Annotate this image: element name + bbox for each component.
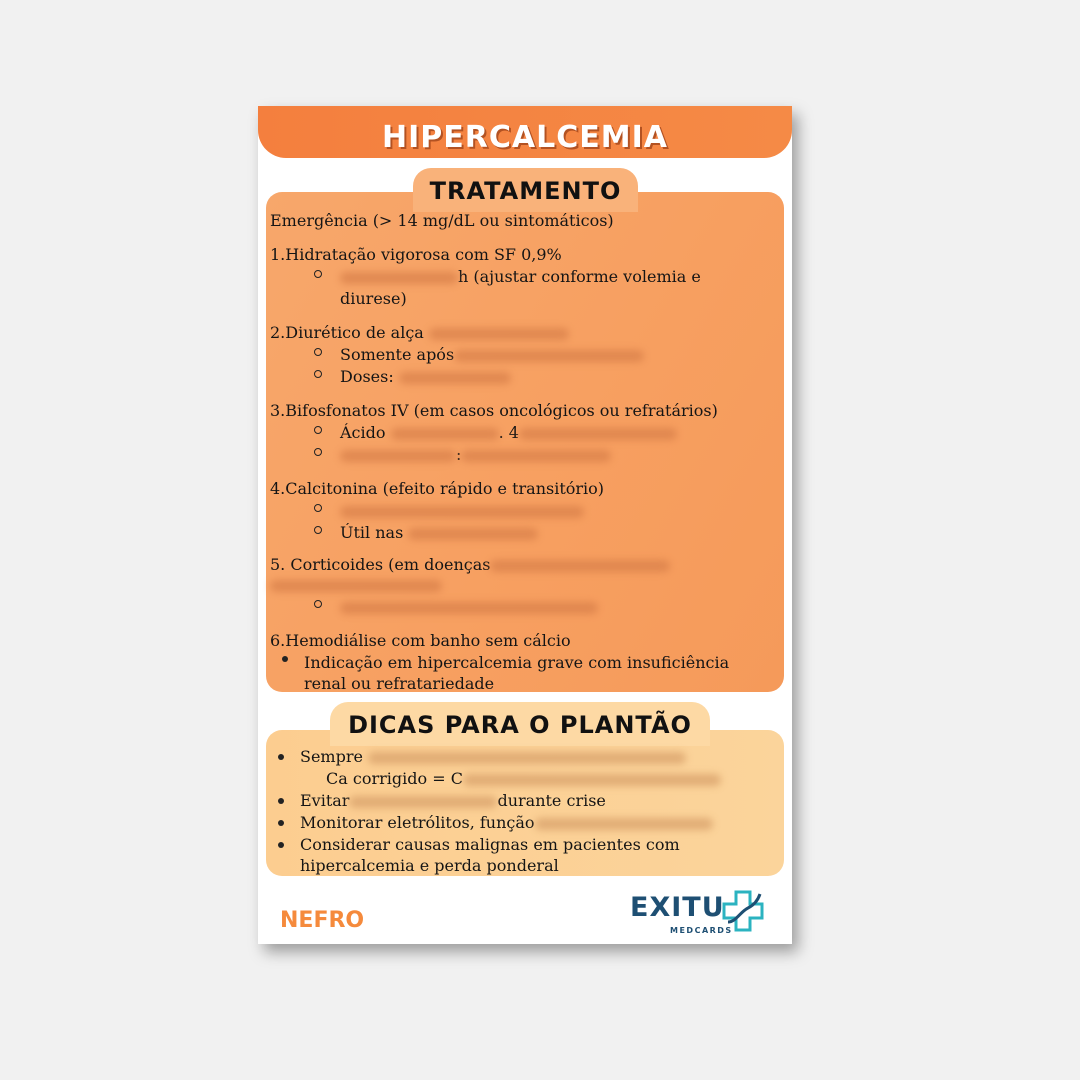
- treatment-item-2-sub-2: Doses:: [340, 366, 511, 387]
- bullet-icon: [282, 656, 288, 662]
- treatment-item-4-sub-1: [340, 500, 584, 521]
- treatment-tab: [413, 168, 638, 212]
- bullet-icon: [278, 798, 284, 804]
- logo-wordmark: EXITU: [630, 892, 725, 923]
- tip-4-cont: hipercalcemia e perda ponderal: [300, 856, 559, 875]
- treatment-item-3-sub-2: :: [340, 444, 611, 465]
- bullet-icon: [278, 820, 284, 826]
- treatment-item-2-sub-1: Somente após: [340, 344, 644, 365]
- medcard: [258, 106, 792, 944]
- tip-4: Considerar causas malignas em pacientes com: [300, 835, 680, 854]
- treatment-item-3-sub-1: Ácido . 4: [340, 422, 677, 443]
- treatment-item-1: 1.Hidratação vigorosa com SF 0,9%: [270, 245, 562, 264]
- treatment-intro: Emergência (> 14 mg/dL ou sintomáticos): [270, 211, 614, 230]
- title-banner: [258, 106, 792, 158]
- treatment-item-3: 3.Bifosfonatos IV (em casos oncológicos ou refratários): [270, 401, 718, 420]
- tip-1: Sempre: [300, 746, 686, 767]
- treatment-item-2: 2.Diurético de alça: [270, 322, 569, 343]
- bullet-icon: [278, 842, 284, 848]
- treatment-heading: TRATAMENTO: [429, 177, 622, 205]
- exitu-logo: [630, 888, 770, 942]
- treatment-item-4-sub-2: Útil nas: [340, 522, 538, 543]
- tips-heading: DICAS PARA O PLANTÃO: [348, 711, 692, 739]
- sub-bullet-icon: [314, 348, 322, 356]
- bullet-icon: [278, 754, 284, 760]
- card-title: HIPERCALCEMIA: [382, 120, 668, 155]
- treatment-item-5: 5. Corticoides (em doenças: [270, 554, 670, 575]
- treatment-item-6: 6.Hemodiálise com banho sem cálcio: [270, 631, 571, 650]
- tips-tab: [330, 702, 710, 746]
- treatment-item-5-sub-1: [340, 596, 598, 617]
- sub-bullet-icon: [314, 526, 322, 534]
- sub-bullet-icon: [314, 426, 322, 434]
- tip-2: Evitar durante crise: [300, 791, 606, 810]
- tips-content: [270, 746, 784, 876]
- treatment-content: [270, 210, 784, 693]
- treatment-item-5-cont: [270, 574, 442, 595]
- sub-bullet-icon: [314, 370, 322, 378]
- treatment-item-1-detail: h (ajustar conforme volemia e: [340, 266, 701, 287]
- sub-bullet-icon: [314, 600, 322, 608]
- treatment-item-4: 4.Calcitonina (efeito rápido e transitório): [270, 479, 605, 498]
- sub-bullet-icon: [314, 448, 322, 456]
- tip-1-formula: Ca corrigido = C: [326, 768, 721, 789]
- specialty-label: NEFRO: [280, 908, 365, 933]
- tip-3: Monitorar eletrólitos, função: [300, 812, 713, 833]
- sub-bullet-icon: [314, 270, 322, 278]
- treatment-item-6-bullet: Indicação em hipercalcemia grave com insuficiência: [304, 653, 730, 672]
- logo-subtitle: MEDCARDS: [670, 926, 733, 935]
- treatment-item-6-bullet-cont: renal ou refratariedade: [304, 674, 495, 693]
- sub-bullet-icon: [314, 504, 322, 512]
- treatment-item-1-detail-cont: diurese): [340, 289, 407, 308]
